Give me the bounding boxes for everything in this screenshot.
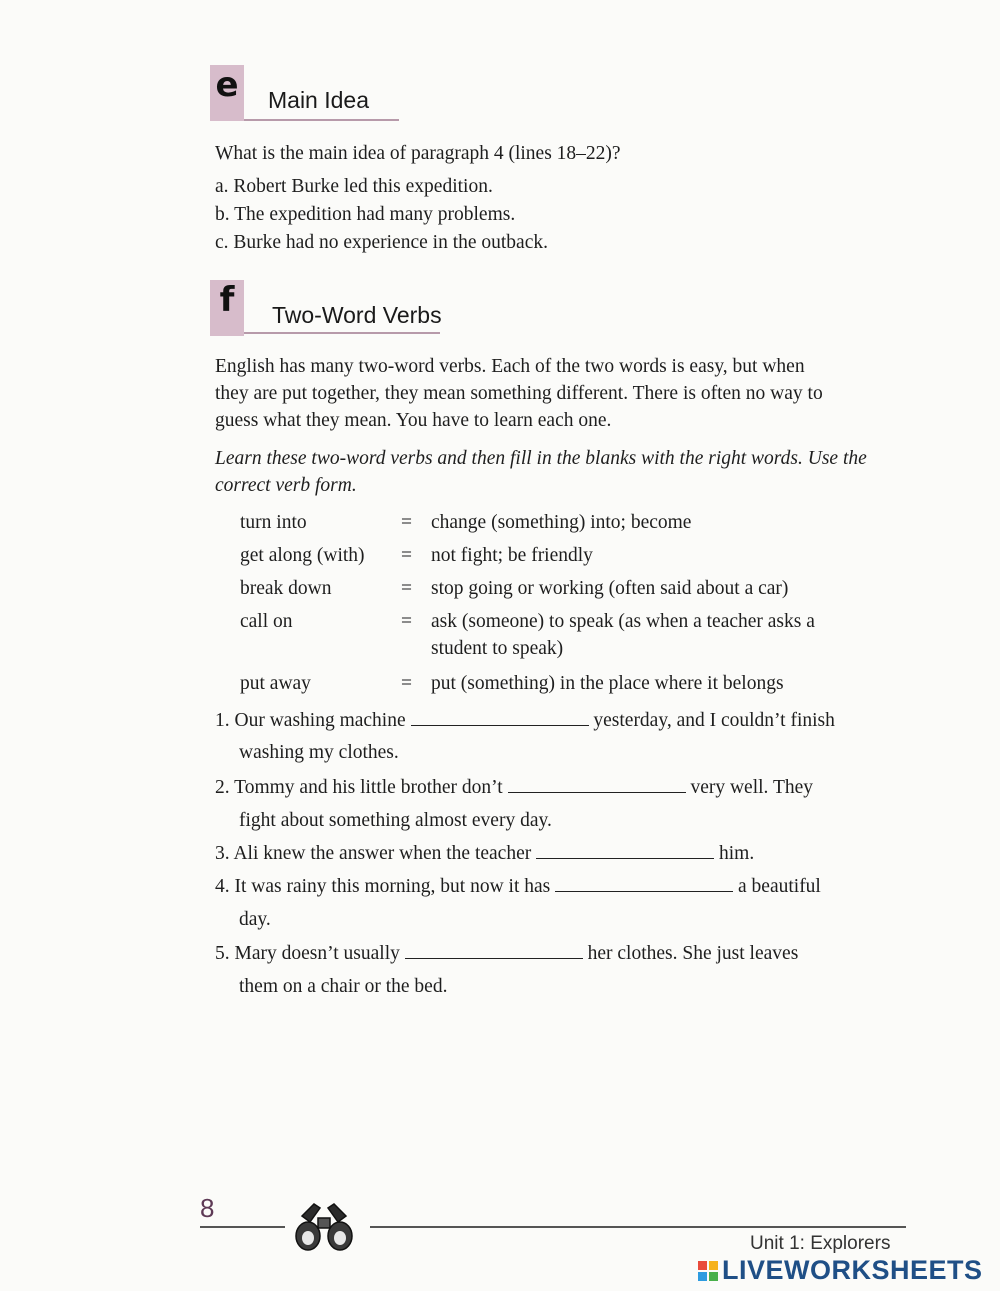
liveworksheets-logo-icon bbox=[697, 1260, 719, 1282]
option-a: a. Robert Burke led this expedition. bbox=[215, 176, 493, 197]
section-f-badge: f bbox=[210, 280, 244, 336]
equals-sign: = bbox=[401, 578, 412, 599]
exercise-2-cont: fight about something almost every day. bbox=[239, 810, 552, 831]
exercise-number: 1. bbox=[215, 710, 230, 731]
exercise-5-cont: them on a chair or the bed. bbox=[239, 976, 448, 997]
vocab-definition: ask (someone) to speak (as when a teacher asks a bbox=[431, 611, 815, 632]
exercise-1-cont: washing my clothes. bbox=[239, 742, 399, 763]
exercise-3 bbox=[215, 843, 754, 865]
vocab-definition: put (something) in the place where it belongs bbox=[431, 673, 784, 694]
exercise-number: 2. bbox=[215, 777, 230, 798]
exercise-text-after: a beautiful bbox=[738, 876, 821, 897]
vocab-definition-cont: student to speak) bbox=[431, 638, 564, 659]
exercise-text-before: It was rainy this morning, but now it has bbox=[234, 876, 551, 897]
vocab-definition: change (something) into; become bbox=[431, 512, 692, 533]
exercise-2 bbox=[215, 777, 813, 799]
option-c: c. Burke had no experience in the outback. bbox=[215, 232, 548, 253]
page-number: 8 bbox=[200, 1193, 215, 1223]
section-e-underline bbox=[244, 119, 399, 121]
main-idea-question: What is the main idea of paragraph 4 (lines 18–22)? bbox=[215, 143, 621, 164]
binoculars-icon bbox=[292, 1196, 356, 1254]
section-e-header bbox=[210, 65, 400, 121]
option-b: b. The expedition had many problems. bbox=[215, 204, 516, 225]
section-e-title: Main Idea bbox=[268, 87, 370, 113]
intro-line-3: guess what they mean. You have to learn each one. bbox=[215, 410, 612, 431]
section-e-badge: e bbox=[210, 65, 244, 121]
intro-line-1: English has many two-word verbs. Each of the two words is easy, but when bbox=[215, 356, 805, 377]
section-f-underline bbox=[244, 332, 440, 334]
exercise-text-before: Our washing machine bbox=[234, 710, 406, 731]
answer-blank[interactable] bbox=[536, 844, 714, 859]
brand-wordmark: LIVEWORKSHEETS bbox=[722, 1255, 983, 1285]
instructions-line-2: correct verb form. bbox=[215, 475, 357, 496]
exercise-text-after: her clothes. She just leaves bbox=[587, 943, 799, 964]
answer-blank[interactable] bbox=[508, 778, 686, 793]
exercise-text-before: Tommy and his little brother don’t bbox=[234, 777, 503, 798]
equals-sign: = bbox=[401, 545, 412, 566]
exercise-number: 5. bbox=[215, 943, 230, 964]
equals-sign: = bbox=[401, 611, 412, 632]
intro-line-2: they are put together, they mean something different. There is often no way to bbox=[215, 383, 823, 404]
vocab-term: get along (with) bbox=[240, 545, 365, 566]
vocab-term: call on bbox=[240, 611, 293, 632]
exercise-text-after: very well. They bbox=[690, 777, 814, 798]
section-f-header bbox=[210, 280, 450, 336]
section-f-title: Two-Word Verbs bbox=[272, 302, 442, 328]
answer-blank[interactable] bbox=[405, 944, 583, 959]
exercise-number: 4. bbox=[215, 876, 230, 897]
answer-blank[interactable] bbox=[555, 877, 733, 892]
exercise-4-cont: day. bbox=[239, 909, 271, 930]
answer-blank[interactable] bbox=[411, 711, 589, 726]
exercise-number: 3. bbox=[215, 843, 230, 864]
exercise-text-after: yesterday, and I couldn’t finish bbox=[593, 710, 835, 731]
footer-rule-left bbox=[200, 1226, 285, 1228]
exercise-5 bbox=[215, 943, 798, 965]
exercise-text-after: him. bbox=[718, 843, 755, 864]
vocab-term: put away bbox=[240, 673, 311, 694]
instructions-line-1: Learn these two-word verbs and then fill in the blanks with the right words. Use the bbox=[215, 448, 867, 469]
exercise-4 bbox=[215, 876, 821, 898]
exercise-text-before: Mary doesn’t usually bbox=[234, 943, 400, 964]
equals-sign: = bbox=[401, 512, 412, 533]
footer-rule-right bbox=[370, 1226, 906, 1228]
exercise-1 bbox=[215, 710, 835, 732]
equals-sign: = bbox=[401, 673, 412, 694]
vocab-definition: stop going or working (often said about a car) bbox=[431, 578, 789, 599]
vocab-definition: not fight; be friendly bbox=[431, 545, 593, 566]
vocab-term: turn into bbox=[240, 512, 307, 533]
exercise-text-before: Ali knew the answer when the teacher bbox=[233, 843, 532, 864]
vocab-term: break down bbox=[240, 578, 332, 599]
unit-title: Unit 1: Explorers bbox=[750, 1233, 891, 1254]
